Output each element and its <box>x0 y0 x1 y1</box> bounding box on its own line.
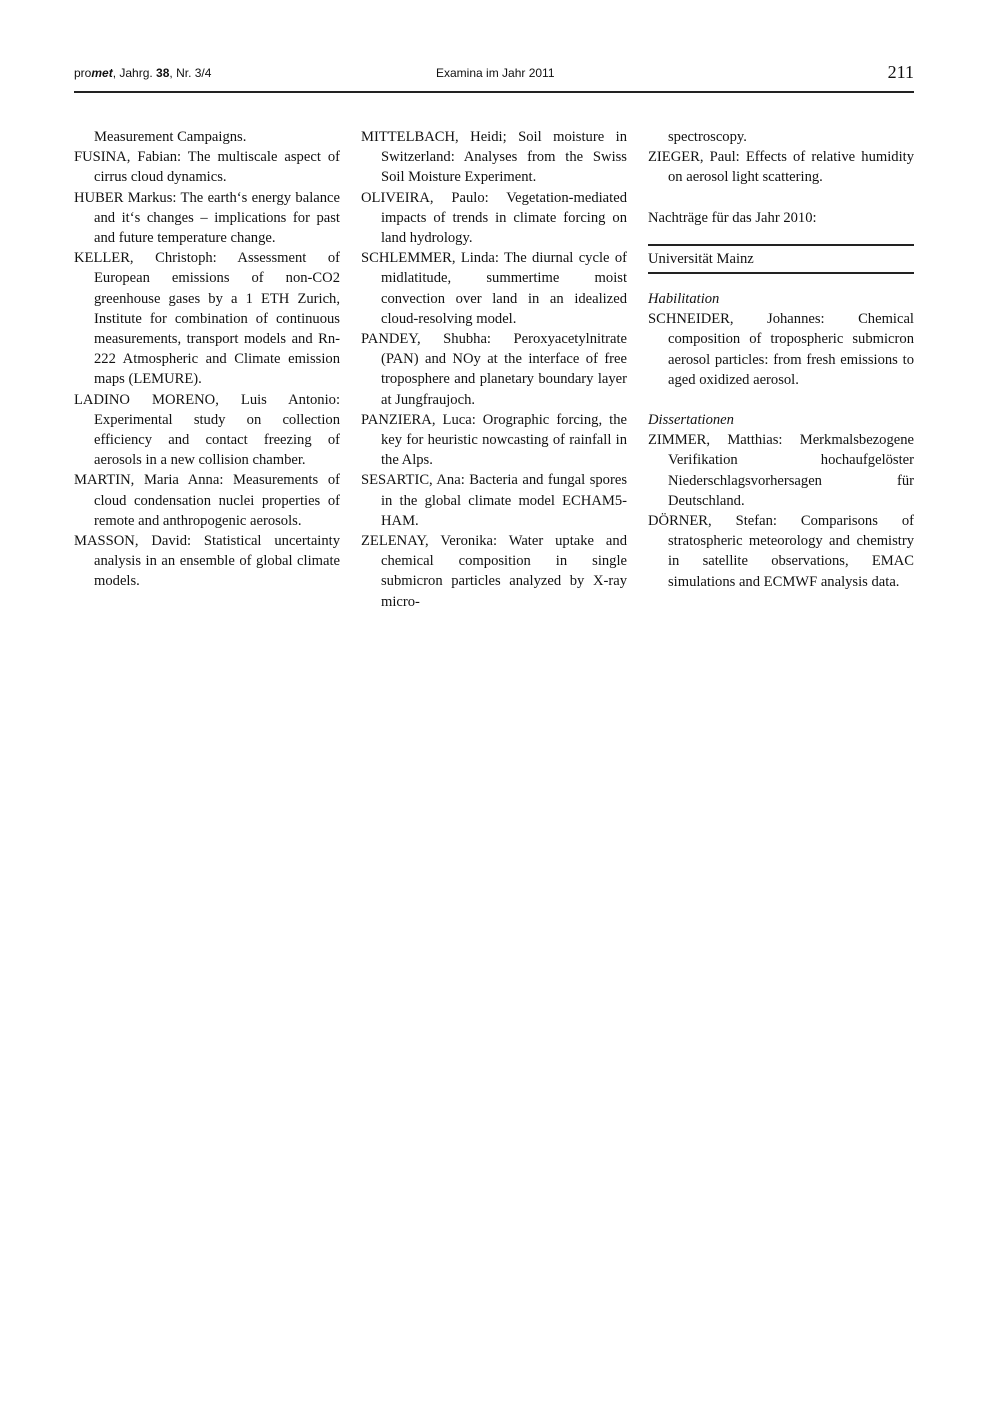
thesis-entry: SCHLEMMER, Linda: The diurnal cycle of midlatitude, summertime moist convection over land in an idealized cloud-resolving model. <box>361 250 627 327</box>
thesis-entry: MARTIN, Maria Anna: Measurements of cloud condensation nuclei properties of remote and anthropogenic aerosols. <box>74 472 340 529</box>
spacer <box>648 390 914 410</box>
journal-name-met: met <box>91 66 113 80</box>
journal-year-label: , Jahrg. <box>112 66 157 80</box>
thesis-entry: DÖRNER, Stefan: Comparisons of stratospheric meteorology and chemistry in satellite observations, EMAC simulations and ECMWF analysis data. <box>648 513 914 590</box>
journal-issue: , Nr. 3/4 <box>169 66 212 80</box>
spacer <box>648 188 914 208</box>
header-rule <box>74 91 914 93</box>
journal-reference <box>74 66 211 80</box>
running-title: Examina im Jahr 2011 <box>436 66 555 80</box>
thesis-entry: ZIMMER, Matthias: Merkmalsbezogene Verifikation hochaufgelöster Niederschlagsvorhersagen für Deutschland. <box>648 432 914 509</box>
journal-volume: 38 <box>156 66 170 80</box>
thesis-entry: PANDEY, Shubha: Peroxyacetylnitrate (PAN) and NOy at the interface of free troposphere and planetary boundary layer at Jungfraujoch. <box>361 331 627 408</box>
supplement-heading: Nachträge für das Jahr 2010: <box>648 209 817 226</box>
thesis-entry: PANZIERA, Luca: Orographic forcing, the key for heuristic nowcasting of rainfall in the Alps. <box>361 411 627 469</box>
thesis-entry: KELLER, Christoph: Assessment of European emissions of non-CO2 greenhouse gases by a 1 ETH Zurich, Institute for combination of continuous measurements, transport models and Rn-222 Atmospheric and Climate emission maps (LEMURE). <box>74 250 340 388</box>
thesis-entry: LADINO MORENO, Luis Antonio: Experimental study on collection efficiency and contact freezing of aerosols in a new collision chamber. <box>74 391 340 469</box>
page-number: 211 <box>887 62 914 82</box>
dissertation-heading: Dissertationen <box>648 412 734 429</box>
thesis-entry: OLIVEIRA, Paulo: Vegetation-mediated impacts of trends in climate forcing on land hydrology. <box>361 189 627 247</box>
thesis-entry: SESARTIC, Ana: Bacteria and fungal spores in the global climate model ECHAM5-HAM. <box>361 472 627 529</box>
thesis-entry: ZELENAY, Veronika: Water uptake and chemical composition in single submicron particles analyzed by X-ray micro- <box>361 533 627 610</box>
thesis-entry: MITTELBACH, Heidi; Soil moisture in Switzerland: Analyses from the Swiss Soil Moisture Experiment. <box>361 129 627 186</box>
thesis-entry: HUBER Markus: The earth‘s energy balance and it‘s changes – implications for past and future temperature change. <box>74 189 340 247</box>
page-header <box>74 60 914 92</box>
journal-name-pro: pro <box>74 66 92 80</box>
institution-name: Universität Mainz <box>648 250 754 267</box>
thesis-entry: FUSINA, Fabian: The multiscale aspect of cirrus cloud dynamics. <box>74 149 340 186</box>
continued-entry: Measurement Campaigns. <box>94 129 247 145</box>
column-1 <box>74 127 340 592</box>
habilitation-heading: Habilitation <box>648 291 720 308</box>
column-2 <box>361 127 627 612</box>
column-3 <box>648 127 914 592</box>
thesis-entry: SCHNEIDER, Johannes: Chemical composition of tropospheric submicron aerosol particles: from fresh emissions to aged oxidized aerosol. <box>648 311 914 388</box>
thesis-entry: MASSON, David: Statistical uncertainty analysis in an ensemble of global climate models. <box>74 533 340 590</box>
thesis-entry: ZIEGER, Paul: Effects of relative humidity on aerosol light scattering. <box>648 149 914 186</box>
spacer <box>648 228 914 244</box>
continued-entry: spectroscopy. <box>668 129 747 145</box>
spacer <box>648 274 914 289</box>
